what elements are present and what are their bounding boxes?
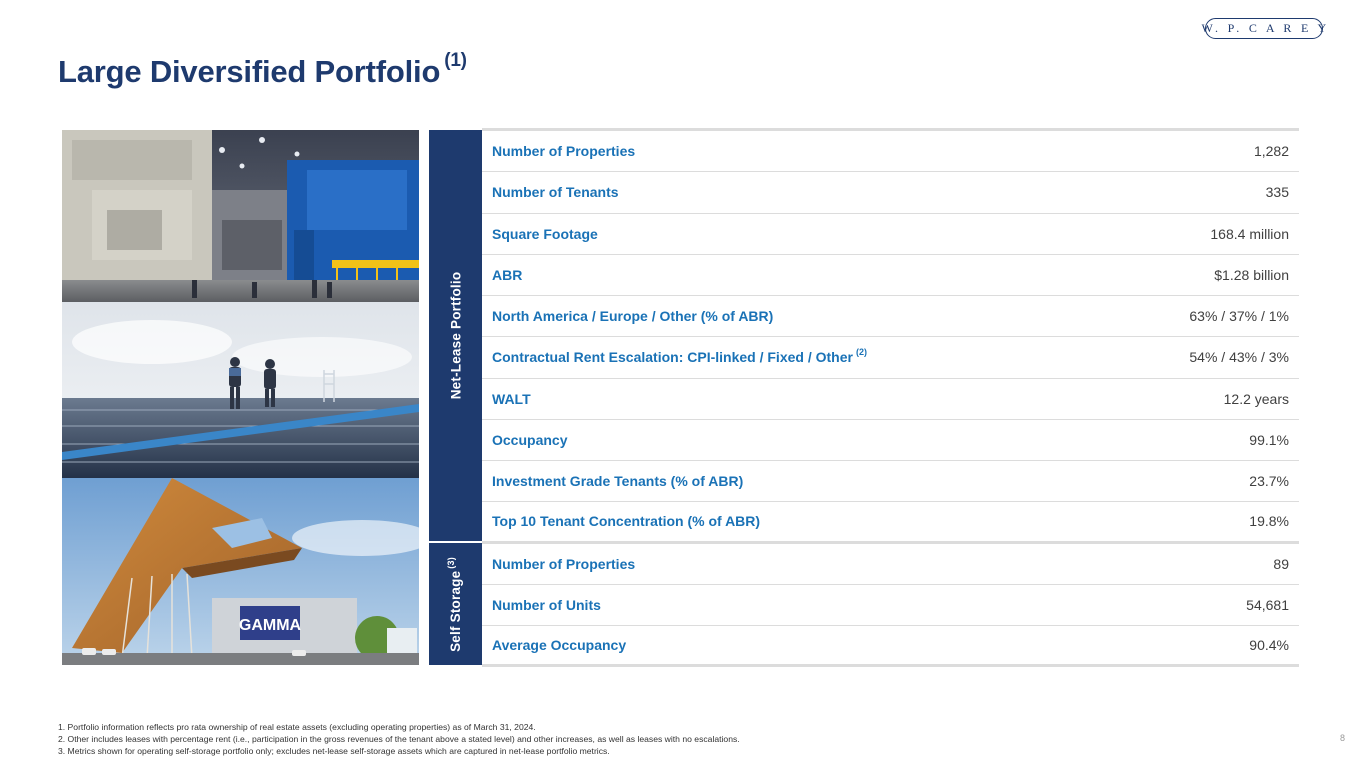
metric-label-text: Number of Properties bbox=[492, 555, 636, 572]
metric-label-text: Investment Grade Tenants (% of ABR) bbox=[492, 473, 744, 490]
metric-label bbox=[492, 432, 567, 448]
metric-label bbox=[492, 556, 635, 572]
metric-label bbox=[492, 308, 773, 324]
footnote-2: 2. Other includes leases with percentage rent (i.e., participation in the gross revenues of the tenant above a stated level) and other increases, as well as leases with no escalations. bbox=[58, 734, 740, 744]
table-row bbox=[482, 461, 1299, 502]
solar-roof-photo bbox=[62, 302, 419, 478]
self-storage-section-bar bbox=[429, 543, 482, 665]
metric-value: $1.28 billion bbox=[1214, 266, 1289, 283]
self-storage-section-label bbox=[448, 557, 463, 652]
metric-value: 89 bbox=[1273, 555, 1289, 572]
table-row bbox=[482, 172, 1299, 213]
metric-label bbox=[492, 143, 635, 159]
table-row bbox=[482, 626, 1299, 667]
metric-label-text: Average Occupancy bbox=[492, 637, 627, 654]
metric-label bbox=[492, 184, 619, 200]
metric-label bbox=[492, 597, 601, 613]
metric-label bbox=[492, 513, 760, 529]
footnote-1: 1. Portfolio information reflects pro rata ownership of real estate assets (excluding operating properties) as of March 31, 2024. bbox=[58, 722, 536, 732]
table-row bbox=[482, 544, 1299, 585]
table-row bbox=[482, 296, 1299, 337]
metric-value: 54,681 bbox=[1246, 596, 1289, 613]
photo-collage bbox=[62, 130, 419, 665]
metric-value: 19.8% bbox=[1249, 513, 1289, 530]
title-footnote-marker: (1) bbox=[444, 50, 467, 71]
metric-label-text: Top 10 Tenant Concentration (% of ABR) bbox=[492, 513, 761, 530]
metric-label-text: Occupancy bbox=[492, 431, 568, 448]
metric-label bbox=[492, 267, 522, 283]
metric-value: 335 bbox=[1265, 184, 1289, 201]
metric-value: 54% / 43% / 3% bbox=[1189, 349, 1289, 366]
table-row bbox=[482, 585, 1299, 626]
metric-label-text: WALT bbox=[492, 390, 531, 407]
metric-label bbox=[492, 473, 743, 489]
metric-footnote-marker: (2) bbox=[855, 347, 867, 358]
metric-value: 168.4 million bbox=[1210, 225, 1289, 242]
self-storage-label-text: Self Storage bbox=[448, 570, 464, 652]
metric-value: 63% / 37% / 1% bbox=[1189, 308, 1289, 325]
metric-value: 90.4% bbox=[1249, 637, 1289, 654]
footnotes bbox=[58, 721, 740, 757]
page-number: 8 bbox=[1340, 733, 1346, 743]
gamma-sign-text: GAMMA bbox=[238, 617, 302, 634]
footnote-3: 3. Metrics shown for operating self-storage portfolio only; excludes net-lease self-storage assets which are captured in net-lease portfolio metrics. bbox=[58, 746, 610, 756]
metric-label-text: Number of Tenants bbox=[492, 184, 619, 201]
metric-label bbox=[492, 349, 867, 365]
wp-carey-logo: W. P. C A R E Y bbox=[1205, 18, 1323, 39]
page-title bbox=[58, 50, 467, 90]
industrial-factory-photo bbox=[62, 130, 419, 302]
metric-label-text: Number of Units bbox=[492, 596, 601, 613]
metric-label-text: Square Footage bbox=[492, 225, 598, 242]
metric-label bbox=[492, 226, 598, 242]
table-row bbox=[482, 214, 1299, 255]
gamma-retail-store-photo bbox=[62, 478, 419, 665]
table-row bbox=[482, 420, 1299, 461]
metric-label-text: North America / Europe / Other (% of ABR) bbox=[492, 308, 774, 325]
table-row bbox=[482, 502, 1299, 543]
metric-label-text: Number of Properties bbox=[492, 143, 636, 160]
net-lease-section-label bbox=[448, 272, 463, 400]
self-storage-footnote-marker: (3) bbox=[446, 556, 457, 569]
table-row bbox=[482, 379, 1299, 420]
page-title-text: Large Diversified Portfolio bbox=[58, 54, 441, 89]
portfolio-metrics-table bbox=[482, 128, 1299, 667]
metric-value: 1,282 bbox=[1253, 143, 1289, 160]
metric-value: 23.7% bbox=[1249, 473, 1289, 490]
metric-value: 12.2 years bbox=[1223, 390, 1289, 407]
table-row bbox=[482, 131, 1299, 172]
metric-label bbox=[492, 391, 531, 407]
metric-label-text: ABR bbox=[492, 266, 523, 283]
metric-label-text: Contractual Rent Escalation: CPI-linked / Fixed / Other bbox=[492, 349, 853, 366]
net-lease-label-text: Net-Lease Portfolio bbox=[448, 271, 464, 400]
table-row bbox=[482, 255, 1299, 296]
net-lease-section-bar bbox=[429, 130, 482, 541]
metric-label bbox=[492, 637, 626, 653]
table-row bbox=[482, 337, 1299, 378]
metric-value: 99.1% bbox=[1249, 431, 1289, 448]
